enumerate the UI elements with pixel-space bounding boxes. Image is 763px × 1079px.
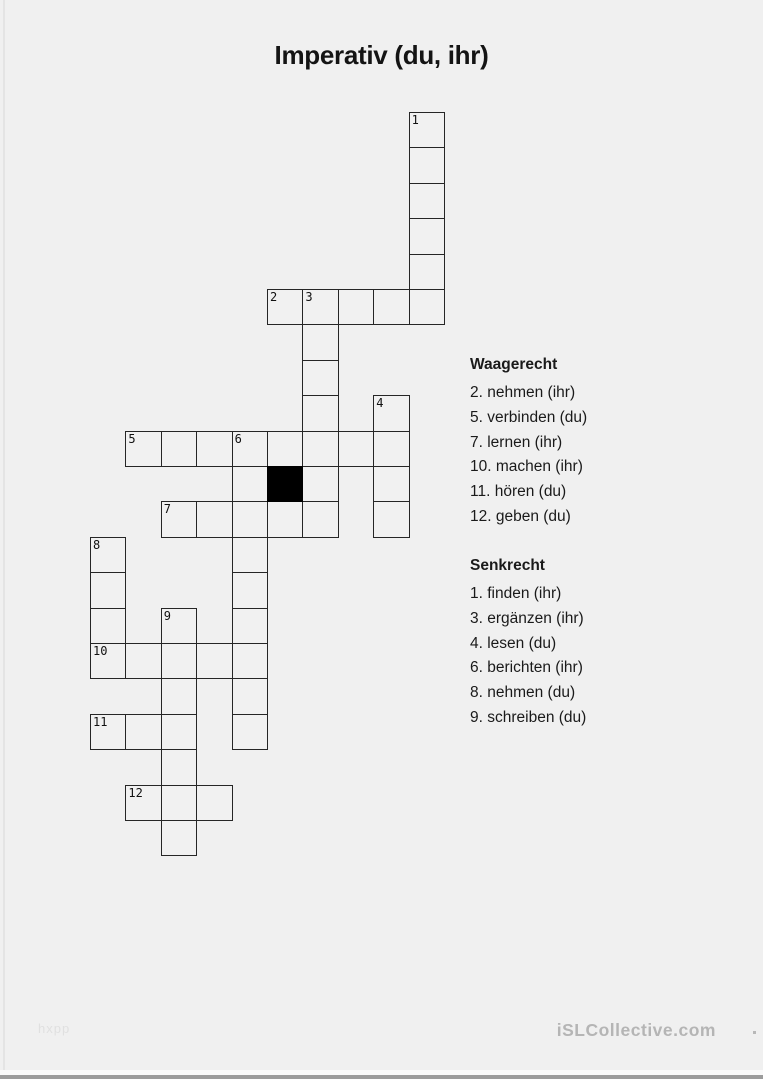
- crossword-cell[interactable]: [373, 431, 409, 467]
- crossword-cell[interactable]: [302, 431, 338, 467]
- crossword-cell[interactable]: [161, 785, 197, 821]
- crossword-cell[interactable]: [161, 820, 197, 856]
- crossword-cell[interactable]: [232, 466, 268, 502]
- cell-number: 10: [93, 644, 108, 658]
- crossword-cell[interactable]: [161, 749, 197, 785]
- crossword-cell[interactable]: [196, 785, 232, 821]
- crossword-cell[interactable]: [232, 572, 268, 608]
- crossword-cell[interactable]: [409, 112, 445, 148]
- clue-item: 12. geben (du): [470, 507, 571, 525]
- crossword-cell[interactable]: [161, 678, 197, 714]
- clues-down-heading: Senkrecht: [470, 557, 545, 574]
- crossword-cell[interactable]: [373, 395, 409, 431]
- crossword-cell[interactable]: [196, 643, 232, 679]
- crossword-cell[interactable]: [267, 289, 303, 325]
- crossword-cell[interactable]: [232, 501, 268, 537]
- clue-item: 3. ergänzen (ihr): [470, 609, 584, 627]
- crossword-cell[interactable]: [232, 678, 268, 714]
- cell-number: 11: [93, 714, 108, 729]
- cell-number: 2: [270, 290, 278, 304]
- clues-across-section: [470, 355, 740, 530]
- cell-number: 1: [411, 113, 419, 127]
- cell-number: 8: [93, 537, 101, 552]
- crossword-cell[interactable]: [338, 431, 374, 467]
- clue-item: 8. nehmen (du): [470, 684, 576, 702]
- crossword-cell[interactable]: [161, 431, 197, 467]
- crossword-cell[interactable]: [232, 714, 268, 750]
- crossword-cell[interactable]: [161, 714, 197, 750]
- crossword-cell[interactable]: [267, 431, 303, 467]
- crossword-cell[interactable]: [90, 608, 126, 644]
- page-edge-left: [3, 0, 5, 1072]
- cell-number: 6: [234, 431, 242, 446]
- crossword-cell[interactable]: [409, 254, 445, 290]
- cell-number: 12: [128, 785, 143, 800]
- crossword-cell[interactable]: [196, 431, 232, 467]
- cell-number: 5: [128, 431, 136, 446]
- crossword-cell[interactable]: [90, 643, 126, 679]
- clues-across-list: [470, 381, 740, 530]
- cell-number: 7: [163, 502, 172, 517]
- crossword-cell[interactable]: [90, 572, 126, 608]
- crossword-black-cell: [267, 466, 303, 502]
- clue-item: 4. lesen (du): [470, 634, 557, 652]
- clue-item: 5. verbinden (du): [470, 408, 588, 426]
- crossword-cell[interactable]: [373, 466, 409, 502]
- crossword-cell[interactable]: [232, 643, 268, 679]
- clue-item: 6. berichten (ihr): [470, 659, 583, 677]
- crossword-cell[interactable]: [161, 608, 197, 644]
- crossword-cell[interactable]: [161, 643, 197, 679]
- crossword-cell[interactable]: [302, 395, 338, 431]
- clue-item: 1. finden (ihr): [470, 585, 562, 602]
- crossword-cell[interactable]: [125, 431, 161, 467]
- crossword-cell[interactable]: [409, 147, 445, 183]
- crossword-cell[interactable]: [161, 501, 197, 537]
- crossword-cell[interactable]: [302, 360, 338, 396]
- crossword-cell[interactable]: [302, 324, 338, 360]
- crossword-cell[interactable]: [232, 537, 268, 573]
- crossword-cell[interactable]: [125, 714, 161, 750]
- watermark-text: hxpp: [38, 1021, 71, 1036]
- clues-down-section: [470, 556, 740, 731]
- clue-item: 2. nehmen (ihr): [470, 384, 576, 401]
- clue-item: 10. machen (ihr): [470, 458, 583, 476]
- crossword-cell[interactable]: [267, 501, 303, 537]
- crossword-cell[interactable]: [90, 714, 126, 750]
- crossword-cell[interactable]: [232, 608, 268, 644]
- bottom-dark-strip: [0, 1075, 763, 1079]
- crossword-cell[interactable]: [232, 431, 268, 467]
- crossword-cell[interactable]: [302, 501, 338, 537]
- page-title: Imperativ (du, ihr): [274, 40, 489, 70]
- cell-number: 9: [163, 608, 172, 623]
- crossword-cell[interactable]: [409, 289, 445, 325]
- crossword-cell[interactable]: [302, 466, 338, 502]
- footer-dot: [753, 1031, 756, 1034]
- clues-down-list: [470, 582, 740, 731]
- clue-item: 9. schreiben (du): [470, 708, 587, 726]
- crossword-cell[interactable]: [373, 501, 409, 537]
- cell-number: 4: [376, 396, 384, 411]
- clue-item: 11. hören (du): [470, 483, 567, 501]
- crossword-cell[interactable]: [373, 289, 409, 325]
- crossword-cell[interactable]: [196, 501, 232, 537]
- cell-number: 3: [305, 290, 313, 304]
- crossword-cell[interactable]: [409, 218, 445, 254]
- crossword-cell[interactable]: [90, 537, 126, 573]
- crossword-cell[interactable]: [409, 183, 445, 219]
- crossword-cell[interactable]: [125, 785, 161, 821]
- clue-item: 7. lernen (ihr): [470, 433, 563, 451]
- clues-across-heading: Waagerecht: [470, 356, 558, 373]
- crossword-cell[interactable]: [125, 643, 161, 679]
- brand-watermark: iSLCollective.com: [556, 1020, 716, 1040]
- crossword-cell[interactable]: [338, 289, 374, 325]
- crossword-cell[interactable]: [302, 289, 338, 325]
